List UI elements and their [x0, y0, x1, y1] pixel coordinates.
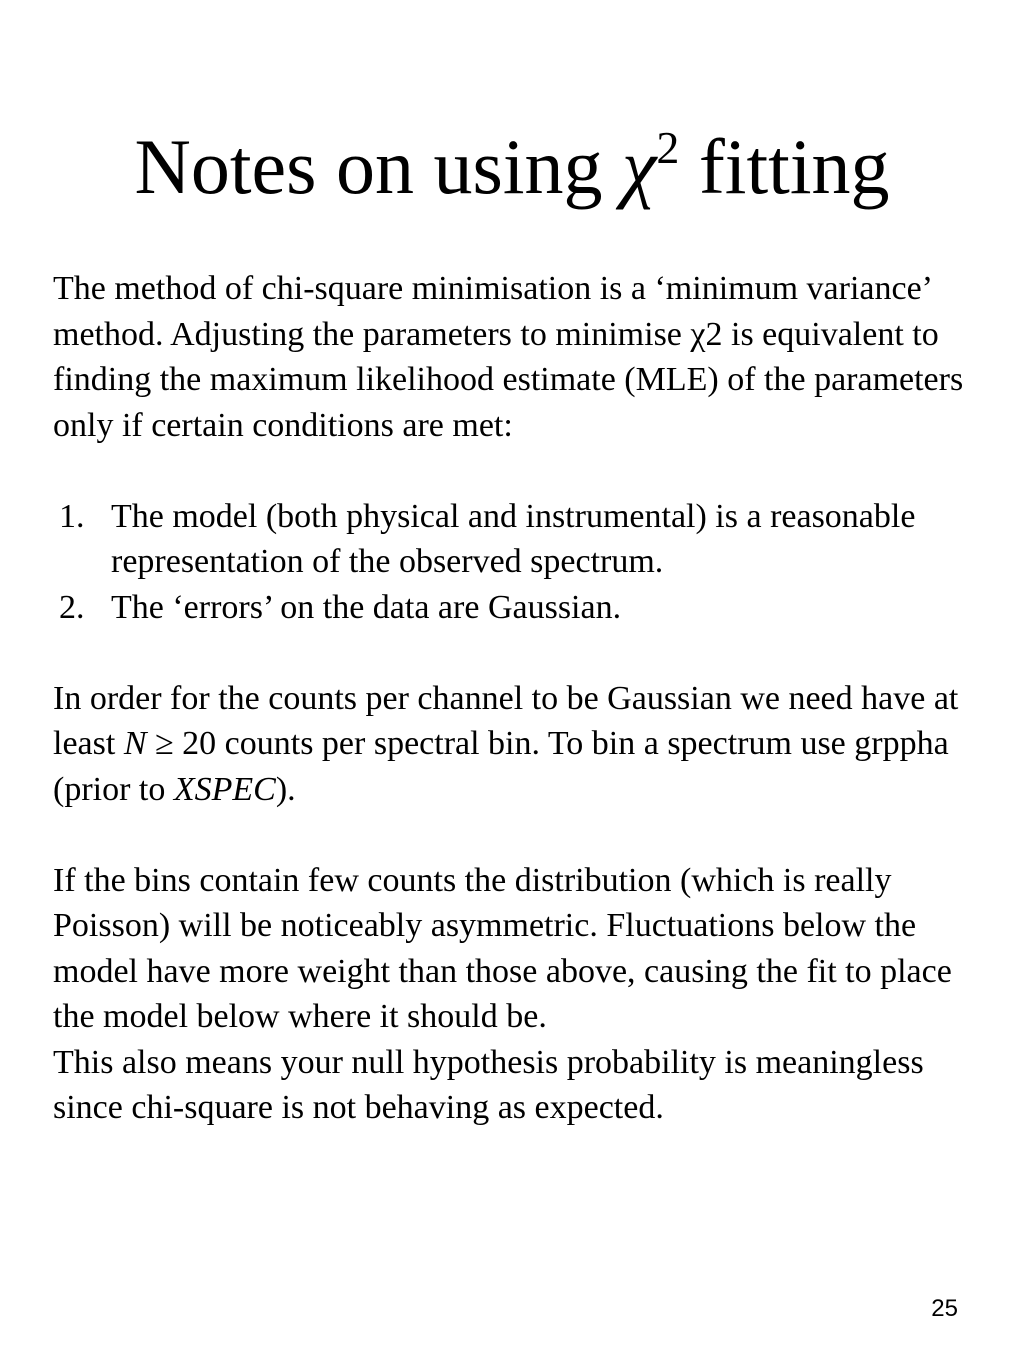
chi-symbol: χ: [622, 123, 657, 210]
conditions-list: [53, 494, 993, 631]
title-text-after: fitting: [679, 123, 890, 210]
condition-number: 2.: [59, 588, 85, 626]
software-name: XSPEC: [173, 770, 276, 808]
null-hypothesis-paragraph: This also means your null hypothesis probability is meaningless since chi-square is not behaving as expected.: [53, 1043, 924, 1126]
page-number: 25: [931, 1295, 958, 1322]
paragraph-spacer: [53, 448, 993, 494]
paragraph-spacer: [53, 812, 993, 858]
gaussian-text-1: In order for the counts per channel to be Gaussian we need have at least: [53, 679, 959, 762]
condition-text: The model (both physical and instrumental) is a reasonable representation of the observed spectrum.: [111, 497, 916, 580]
condition-number: 1.: [59, 497, 85, 535]
paragraph-spacer: [53, 630, 993, 676]
chi-superscript: 2: [656, 122, 680, 173]
condition-item-2: [53, 585, 993, 631]
condition-text: The ‘errors’ on the data are Gaussian.: [111, 588, 622, 626]
gaussian-text-3: ).: [275, 770, 296, 808]
slide-title: [0, 122, 1024, 210]
poisson-paragraph: If the bins contain few counts the distribution (which is really Poisson) will be noticeably asymmetric. Fluctuations below the model have more weight than those above, causing the fit to place the model below where it should be.: [53, 861, 952, 1035]
slide-body: [53, 266, 993, 1131]
condition-item-1: [53, 494, 993, 585]
intro-paragraph: The method of chi-square minimisation is a ‘minimum variance’ method. Adjusting the parameters to minimise χ2 is equivalent to finding the maximum likelihood estimate (MLE) of the parameters only if certain conditions are met:: [53, 270, 964, 444]
title-text-before: Notes on using: [134, 123, 622, 210]
gaussian-paragraph: [53, 676, 993, 813]
gaussian-text-2: ≥ 20 counts per spectral bin. To bin a spectrum use grppha (prior to: [53, 725, 949, 808]
variable-n: N: [123, 725, 147, 762]
